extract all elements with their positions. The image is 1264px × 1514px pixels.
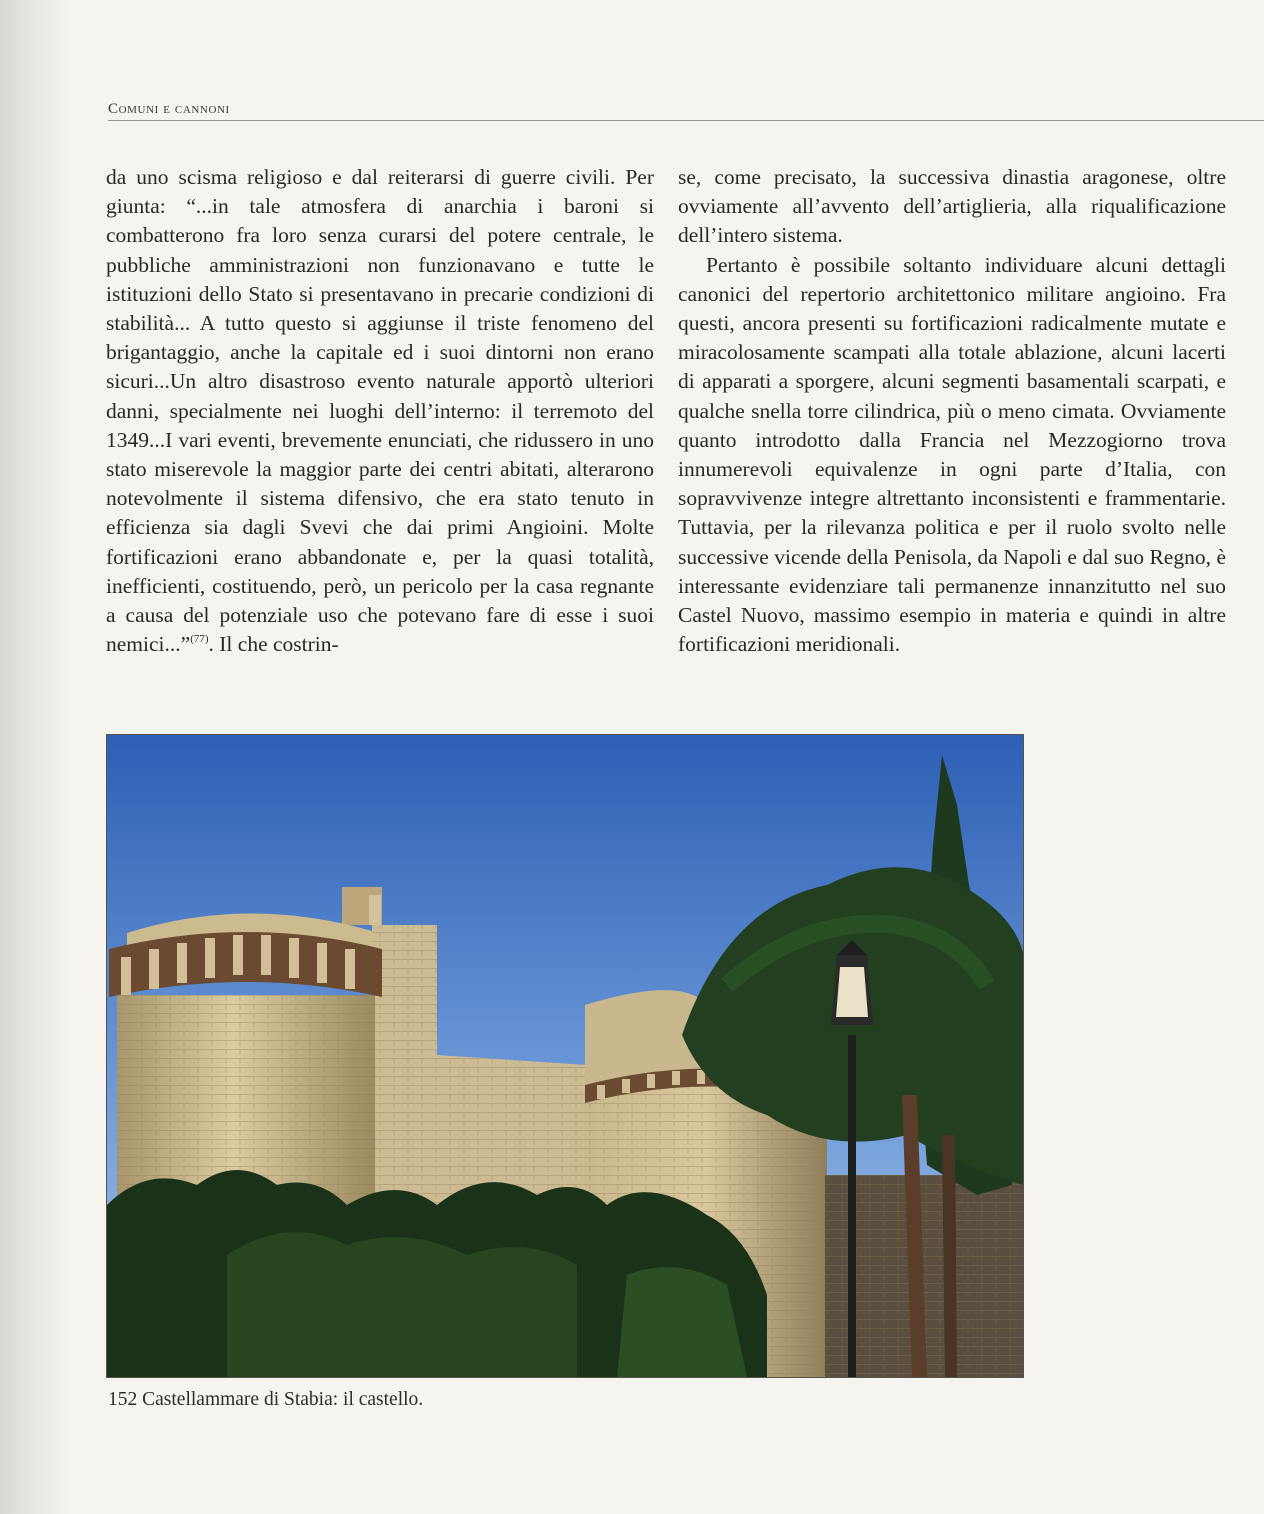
running-head-text: Comuni e cannoni [108,101,230,117]
footnote-ref[interactable]: (77) [190,633,209,646]
paragraph-right-1: se, come precisato, la successiva dinastia aragonese, oltre ovviamente all’avvento dell’artiglieria, alla riqualificazione dell’intero sistema. [678,165,1226,248]
castle-photo-illustration [107,735,1023,1377]
paragraph-left-tail: . Il che costrin- [208,632,339,657]
figure-caption: 152 Castellammare di Stabia: il castello. [108,1389,424,1410]
running-head [108,100,1264,121]
paragraph-left-text: da uno scisma religioso e dal reiterarsi di guerre civili. Per giunta: “...in tale atmosfera di anarchia i baroni si combatterono fra loro senza curarsi del potere centrale, le pubbliche amministrazioni non funzionavano e tutte le istituzioni dello Stato si presentavano in precarie condizioni di stabilità... A tutto questo si aggiunse il triste fenomeno del brigantaggio, anche la capitale ed i suoi dintorni non erano sicuri...Un altro disastroso evento naturale apportò ulteriori danni, specialmente nei luoghi dell’interno: il terremoto del 1349...I vari eventi, brevemente enunciati, che ridussero in uno stato miserevole la maggior parte dei centri abitati, alterarono notevolmente il sistema difensivo, che era stato tenuto in efficienza sia dagli Svevi che dai primi Angioini. Molte fortificazioni erano abbandonate e, per la quasi totalità, inefficienti, costituendo, però, un pericolo per la casa regnante a causa del potenziale uso che potevano fare di esse i suoi nemici...” [106,165,654,657]
text-column-left [106,163,654,659]
paragraph-left [106,163,654,659]
text-column-right [678,163,1226,659]
castle-photo [106,734,1024,1378]
paragraph-right-2: Pertanto è possibile soltanto individuare alcuni dettagli canonici del repertorio architettonico militare angioino. Fra questi, ancora presenti su fortificazioni radicalmente mutate e miracolosamente scampati alla totale ablazione, alcuni lacerti di apparati a sporgere, alcuni segmenti basamentali scarpati, e qualche snella torre cilindrica, più o meno cimata. Ovviamente quanto introdotto dalla Francia nel Mezzogiorno trova innumerevoli equivalenze in ogni parte d’Italia, con sopravvivenze integre altrettanto inconsistenti e frammentarie. Tuttavia, per la rilevanza politica e per il ruolo svolto nelle successive vicende della Penisola, da Napoli e dal suo Regno, è interessante evidenziare tali permanenze innanzitutto nel suo Castel Nuovo, massimo esempio in materia e quindi in altre fortificazioni meridionali. [678,252,1226,657]
page-gutter-shadow [0,0,70,1514]
